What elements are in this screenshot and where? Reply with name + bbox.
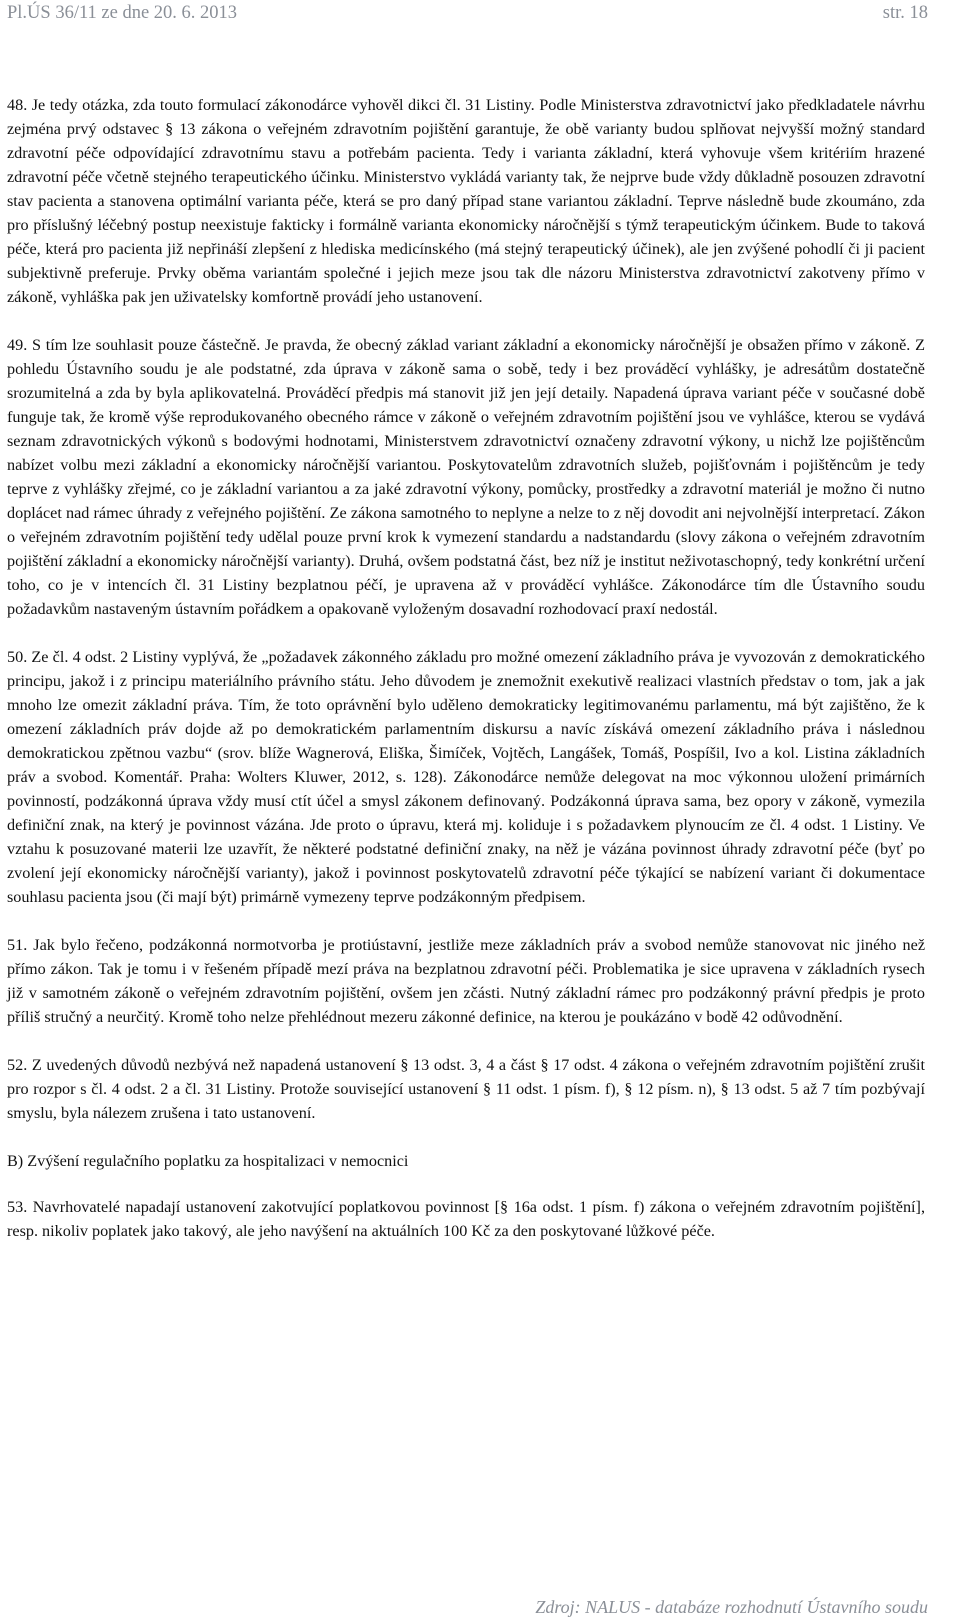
paragraph-52: 52. Z uvedených důvodů nezbývá než napadená ustanovení § 13 odst. 3, 4 a část § 17 odst. 4 zákona o veřejném zdravotním pojištění zrušit pro rozpor s čl. 4 odst. 2 a čl. 31 Listiny. Protože související ustanovení § 11 odst. 1 písm. f), § 12 písm. n), § 13 odst. 5 až 7 tím pozbývají smyslu, byla nálezem zrušena i tato ustanovení.	[7, 1056, 925, 1122]
paragraph-53: 53. Navrhovatelé napadají ustanovení zakotvující poplatkovou povinnost [§ 16a odst. 1 písm. f) zákona o veřejném zdravotním pojištění], resp. nikoliv poplatek jako takový, ale jeho navýšení na aktuálních 100 Kč za den poskytované lůžkové péče.	[7, 1198, 925, 1240]
case-reference: Pl.ÚS 36/11 ze dne 20. 6. 2013	[7, 3, 238, 23]
paragraph-48: 48. Je tedy otázka, zda touto formulací zákonodárce vyhověl dikci čl. 31 Listiny. Podle Ministerstva zdravotnictví jako předkladatele návrhu zejména prvý odstavec § 13 zákona o veřejném zdravotním pojištění garantuje, že obě varianty budou splňovat nejvyšší možný standard zdravotní péče odpovídající zdravotnímu stavu a potřebám pacienta. Tedy i varianta základní, která vyhovuje všem kritériím hrazené zdravotní péče včetně stejného terapeutického účinku. Ministerstvo vykládá varianty tak, že nejprve bude vždy důkladně posouzen zdravotní stav pacienta a stanovena optimální varianta péče, která se pro daný případ stane variantou základní. Teprve následně bude zkoumáno, zda pro příslušný léčebný postup neexistuje fakticky i formálně varianta ekonomicky náročnější s týmž terapeutickým účinkem. Bude to taková péče, která pro pacienta již nepřináší zlepšení z hlediska medicínského (má stejný terapeutický účinek), ale jen zvýšené pohodlí či ji pacient subjektivně preferuje. Prvky oběma variantám společné i jejich meze jsou tak dle názoru Ministerstva zdravotnictví zakotveny přímo v zákoně, vyhláška pak jen uživatelsky komfortně provádí jeho ustanovení.	[7, 96, 925, 306]
paragraph-51: 51. Jak bylo řečeno, podzákonná normotvorba je protiústavní, jestliže meze základních práv a svobod nemůže stanovovat nic jiného než přímo zákon. Tak je tomu i v řešeném případě mezí práva na bezplatnou zdravotní péči. Problematika je sice upravena v základních rysech již v samotném zákoně o veřejném zdravotním pojištění, ovšem jen zčásti. Nutný základní rámec pro podzákonný právní předpis je proto příliš stručný a neurčitý. Kromě toho nelze přehlédnout mezeru zákonné definice, na kterou je poukázáno v bodě 42 odůvodnění.	[7, 936, 925, 1026]
source-footer: Zdroj: NALUS - databáze rozhodnutí Ústavního soudu	[535, 1597, 928, 1617]
paragraph-50: 50. Ze čl. 4 odst. 2 Listiny vyplývá, že „požadavek zákonného základu pro možné omezení základního práva je vyvozován z demokratického principu, jakož i z principu materiálního právního státu. Jeho důvodem je znemožnit exekutivě realizaci vlastních představ o tom, jak a jak mnoho lze omezit základní práva. Tím, že toto oprávnění bylo uděleno demokraticky legitimovanému parlamentu, má být zajištěno, že k omezení základních práv dojde až po demokratickém parlamentním diskursu a navíc získává omezení základního práva i následnou demokratickou zpětnou vazbu“ (srov. blíže Wagnerová, Eliška, Šimíček, Vojtěch, Langášek, Tomáš, Pospíšil, Ivo a kol. Listina základních práv a svobod. Komentář. Praha: Wolters Kluwer, 2012, s. 128). Zákonodárce nemůže delegovat na moc výkonnou uložení primárních povinností, podzákonná úprava vždy musí ctít účel a smysl zákonem definovaný. Podzákonná úprava sama, bez opory v zákoně, vymezila definiční znak, na který je povinnost vázána. Jde proto o úpravu, která mj. koliduje i s požadavkem plynoucím ze čl. 4 odst. 1 Listiny. Ve vztahu k posuzované materii lze uzavřít, že některé podstatné definiční znaky, na něž je vázána povinnost úhrady zdravotní péče (byť po zvolení její ekonomicky náročnější varianty), jakož i povinnost poskytovatelů zdravotní péče týkající se nabízení variant či dokumentace souhlasu pacienta jsou (či mají být) primárně vymezeny teprve podzákonným předpisem.	[7, 648, 925, 906]
page-header	[7, 3, 928, 27]
paragraph-49: 49. S tím lze souhlasit pouze částečně. Je pravda, že obecný základ variant základní a ekonomicky náročnější je obsažen přímo v zákoně. Z pohledu Ústavního soudu je ale podstatné, zda úprava v zákoně sama o sobě, tedy i bez prováděcí vyhlášky, je adresátům dostatečně srozumitelná a zda by byla aplikovatelná. Prováděcí předpis má stanovit již jen její detaily. Napadená úprava variant péče v současné době funguje tak, že kromě výše reprodukovaného obecného rámce v zákoně o veřejném zdravotním pojištění jsou ve vyhlášce, kterou se vydává seznam zdravotnických výkonů s bodovými hodnotami, Ministerstvem zdravotnictví označeny zdravotní výkony, u nichž lze pojištěncům nabízet volbu mezi základní a ekonomicky náročnější variantou. Poskytovatelům zdravotních služeb, pojišťovnám i pojištěncům je tedy teprve z vyhlášky zřejmé, co je základní variantou a za jaké zdravotní výkony, pomůcky, prostředky a zdravotní materiál je možno či nutno doplácet nad rámec úhrady z veřejného pojištění. Ze zákona samotného to neplyne a nelze to z něj dovodit ani nejvolnější interpretací. Zákon o veřejném zdravotním pojištění tedy udělal pouze první krok k vymezení standardu a nadstandardu (slovy zákona o veřejném zdravotním pojištění základní a ekonomicky náročnější varianty). Druhá, ovšem podstatná část, bez níž je institut neživotaschopný, tedy konkrétní určení toho, co je v intencích čl. 31 Listiny bezplatnou péčí, je upravena až v prováděcí vyhlášce. Zákonodárce tím dle Ústavního soudu požadavkům nastaveným ústavním pořádkem a opakovaně vyloženým dosavadní rozhodovací praxí nedostál.	[7, 336, 925, 618]
page-number: str. 18	[882, 3, 928, 23]
document-body	[7, 93, 925, 1267]
section-heading-b: B) Zvýšení regulačního poplatku za hospitalizaci v nemocnici	[7, 1152, 409, 1170]
